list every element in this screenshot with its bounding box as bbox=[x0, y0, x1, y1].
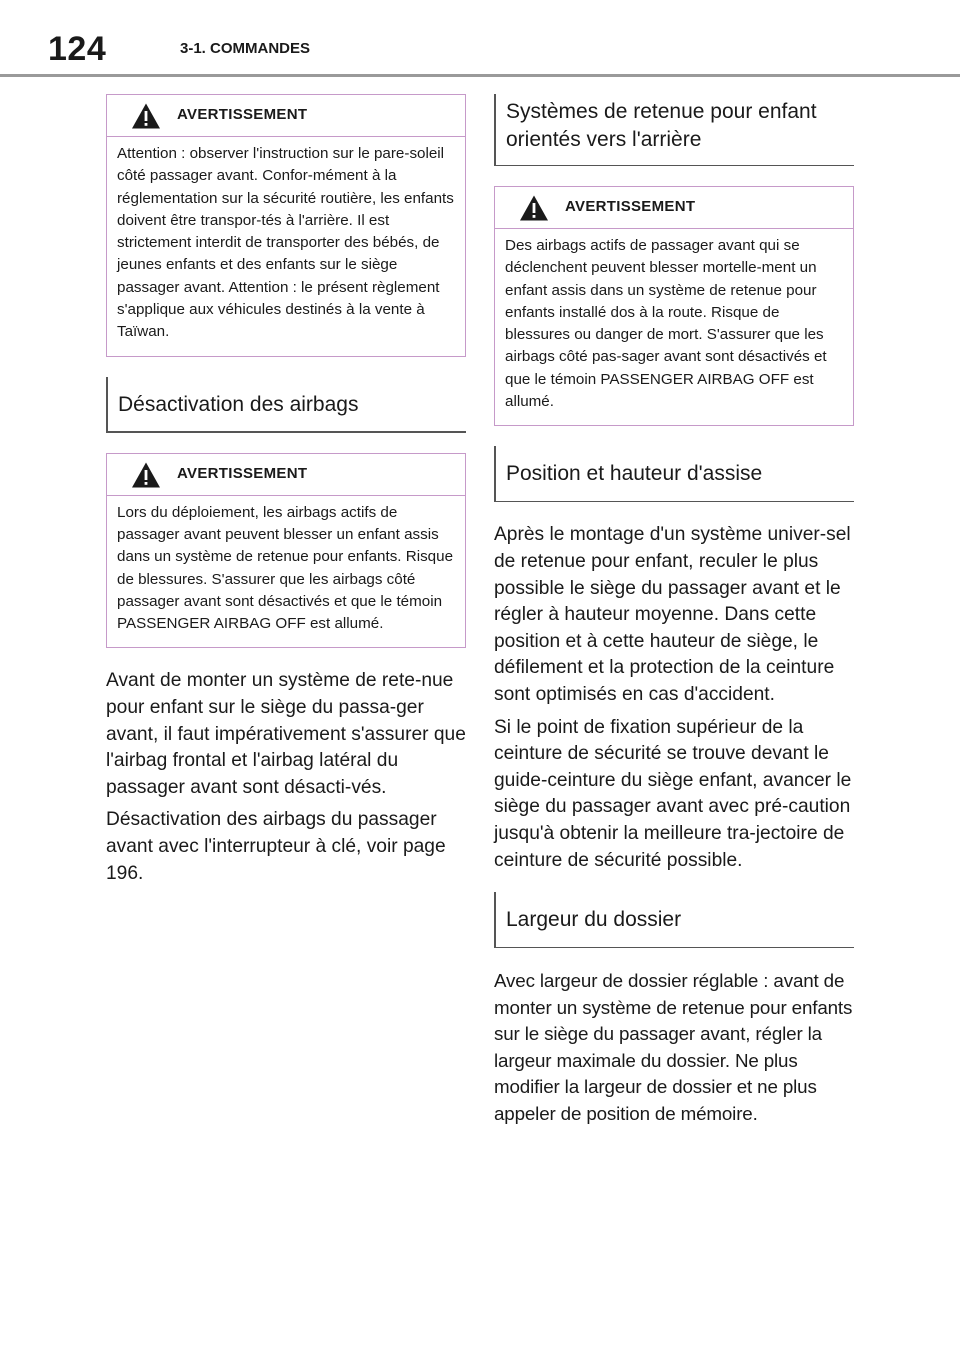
right-column bbox=[494, 94, 854, 1134]
left-column bbox=[106, 94, 466, 893]
warning-box-rear-facing bbox=[494, 186, 854, 426]
warning-triangle-icon bbox=[131, 461, 161, 489]
warning-title: AVERTISSEMENT bbox=[177, 106, 308, 123]
body-paragraph: Si le point de fixation supérieur de la ceinture de sécurité se trouve devant le guide-ceinture du siège enfant, avancer le siège du passager avant avec pré-caution jusqu'à obtenir la meilleure tra-jectoire de ceinture de sécurité possible. bbox=[494, 716, 852, 871]
warning-header bbox=[107, 95, 465, 137]
warning-text: Lors du déploiement, les airbags actifs de passager avant peuvent blesser un enfant assis dans un système de retenue pour enfants. Risque de blessures. S'assurer que les airbags côté passager avant sont désactivés et que le témoin PASSENGER AIRBAG OFF est allumé. bbox=[117, 503, 454, 633]
page-number: 124 bbox=[48, 30, 107, 68]
warning-title: AVERTISSEMENT bbox=[565, 198, 696, 215]
warning-text: Des airbags actifs de passager avant qui se déclenchent peuvent blesser mortelle-ment un enfant assis dans un système de retenue pour enfants installé dos à la route. Risque de blessures ou danger de mort. S'assurer que les airbags côté pas-sager avant sont désactivés et que le témoin PASSENGER AIRBAG OFF est allumé. bbox=[505, 237, 827, 411]
warning-title: AVERTISSEMENT bbox=[177, 464, 308, 482]
heading-backrest-width: Largeur du dossier bbox=[494, 892, 854, 948]
warning-text: Attention : observer l'instruction sur le pare-soleil côté passager avant. Confor-mément à la réglementation sur la sécurité routière, les enfants doivent être transpor-tés à l'arrière. Il est strictement interdit de transporter des bébés, de jeunes enfants et des enfants sur le siège passager avant. Attention : le présent règlement s'applique aux véhicules destinés à la vente à Taïwan. bbox=[117, 145, 454, 341]
header-rule bbox=[0, 74, 960, 77]
warning-box-airbag-child bbox=[106, 453, 466, 649]
heading-airbag-deactivation: Désactivation des airbags bbox=[106, 377, 466, 433]
warning-triangle-icon bbox=[519, 194, 549, 222]
warning-header bbox=[495, 187, 853, 229]
warning-header bbox=[107, 454, 465, 496]
body-paragraph: Avant de monter un système de rete-nue pour enfant sur le siège du passa-ger avant, il faut impérativement s'assurer que l'airbag frontal et l'airbag latéral du passager avant sont désacti-vés. bbox=[106, 670, 466, 798]
page-header bbox=[0, 0, 960, 78]
warning-box-sun-visor bbox=[106, 94, 466, 357]
heading-rear-facing-seats: Systèmes de retenue pour enfant orientés vers l'arrière bbox=[494, 94, 854, 166]
body-paragraph: Avec largeur de dossier réglable : avant de monter un système de retenue pour enfants sur le siège du passager avant, régler la largeur maximale du dossier. Ne plus modifier la largeur de dossier et ne plus appeler de position de mémoire. bbox=[494, 970, 853, 1125]
heading-seat-position: Position et hauteur d'assise bbox=[494, 446, 854, 502]
warning-triangle-icon bbox=[131, 102, 161, 130]
body-paragraph: Désactivation des airbags du passager avant avec l'interrupteur à clé, voir page 196. bbox=[106, 809, 446, 884]
section-title: 3-1. COMMANDES bbox=[180, 40, 311, 57]
body-paragraph: Après le montage d'un système univer-sel de retenue pour enfant, reculer le plus possible le siège du passager avant et le régler à hauteur moyenne. Dans cette position et à cette hauteur de siège, le défilement et la protection de la ceinture sont optimisés en cas d'accident. bbox=[494, 524, 851, 705]
